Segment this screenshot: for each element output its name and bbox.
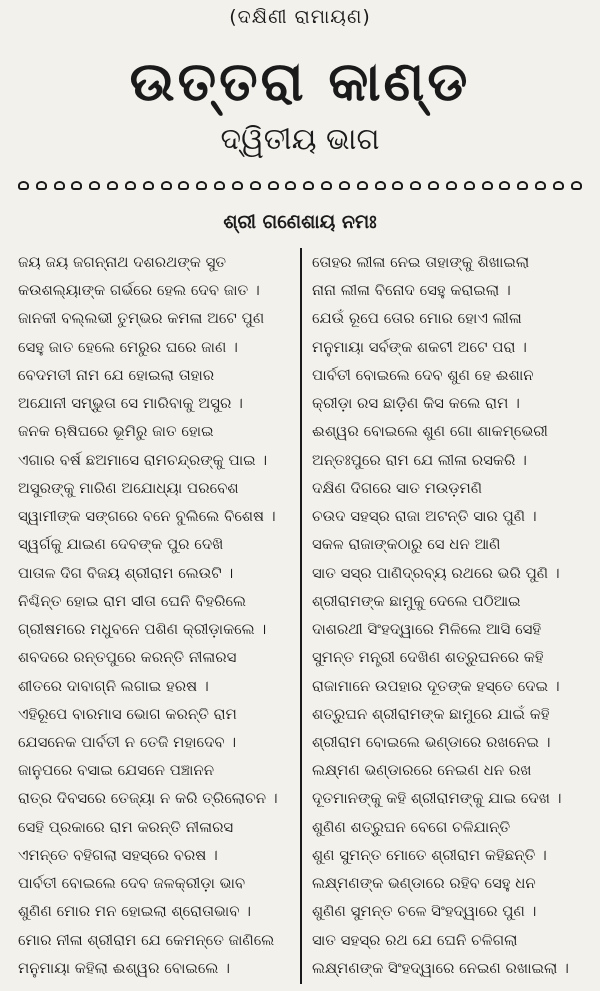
verse-line: କ୍ରୀଡ଼ା ରସ ଛାଡ଼ିଣ କିସ କଲେ ରାମ । [312, 394, 520, 413]
verse-line: ଦାଶରଥୀ ସିଂହଦ୍ୱାରେ ମିଳିଲେ ଆସି ସେହି [312, 620, 542, 639]
verse-line: ଶୀତରେ ଦାବାଗ୍ନି ଲଗାଇ ହରଷ । [18, 676, 209, 695]
verse-line: ମୋର ନୀଳା ଶ୍ରୀରାମ ଯେ କେମନ୍ତେ ଜାଣିଲେ [18, 930, 275, 949]
verse-line: ଶୁଣିଣ ଶତ୍ରୁଘନ ବେଗେ ଚଳିଯାନ୍ତି [312, 817, 511, 836]
verse-line: ନିଶ୍ଚିନ୍ତ ହୋଇ ରାମ ସୀତା ଘେନି ବିହରିଲେ [18, 591, 247, 610]
verse-line: ସେହି ପ୍ରକାରେ ରାମ କରନ୍ତି ନୀଳାରସ [18, 817, 234, 836]
verse-line: ସକଳ ରାଜାଙ୍କଠାରୁ ସେ ଧନ ଆଣି [312, 535, 501, 554]
verse-line: ଶ୍ରୀରାମଙ୍କ ଛାମୁକୁ ଦେଲେ ପଠିଆଇ [312, 591, 521, 610]
divider-ornament [178, 181, 189, 190]
verse-line: ଏଗାର ବର୍ଷ ଛଅମାସେ ରାମଚନ୍ଦ୍ରଙ୍କୁ ପାଇ । [18, 450, 268, 469]
verse-line: ରାଜାମାନେ ଉପହାର ଦୂତଙ୍କ ହସ୍ତେ ଦେଇ । [312, 676, 560, 695]
verse-line: ଅଯୋନୀ ସମ୍ଭୁତା ସେ ମାରିବାକୁ ଅସୁର । [18, 394, 243, 413]
verse-line: ଅନ୍ତଃପୁରେ ରାମ ଯେ ଲୀଳା ରସକରି । [312, 450, 527, 469]
divider-ornament [499, 181, 510, 190]
divider-ornament [464, 181, 475, 190]
divider-ornament [571, 181, 582, 190]
verse-line: ମନୁମାୟା ସର୍ବଙ୍କ ଶକଟୀ ଅଟେ ପରା । [312, 337, 527, 356]
verse-line: ପାତାଳ ଦିଗ ବିଜୟ ଶ୍ରୀରାମ ଲେଉଟି । [18, 563, 234, 582]
divider-ornament [71, 181, 82, 190]
divider-ornament [268, 181, 279, 190]
divider-ornament [54, 181, 65, 190]
verse-line: ଏମନ୍ତେ ବହିଗଲା ସହସ୍ରେ ବରଷ । [18, 845, 218, 864]
verse-line: ମନୁମାୟା କହିଲା ଈଶ୍ୱର ବୋଇଲେ । [18, 958, 230, 977]
divider-ornament [18, 181, 29, 190]
verse-line: ଜାନୁପରେ ବସାଇ ଯେସନେ ପଞ୍ଚାନନ [18, 761, 215, 780]
verse-line: ଶୁଣ ସୁମନ୍ତ ମୋତେ ଶ୍ରୀରାମ କହିଛନ୍ତି । [312, 845, 547, 864]
verse-line: ଯେଉଁ ରୂପେ ତୋର ମୋର ହୋଏ ଲୀଳା [312, 309, 522, 328]
chapter-title: ଉତ୍ତରା କାଣ୍ଡ [129, 50, 471, 113]
verse-line: ଶୁଣିଣ ମୋର ମନ ହୋଇଲା ଶ୍ରୋତାଭାବ । [18, 902, 251, 921]
verse-line: ଅସୁରଙ୍କୁ ମାରିଣ ଅଯୋଧ୍ୟା ପରବେଶ [18, 478, 239, 497]
verse-line: କଉଶଲ୍ୟାଙ୍କ ଗର୍ଭରେ ହେଲ ଦେବ ଜାତ । [18, 281, 260, 300]
divider-ornament [339, 181, 350, 190]
divider-ornament [553, 181, 564, 190]
divider-ornament [161, 181, 172, 190]
book-subtitle: (ଦକ୍ଷିଣୀ ରାମାୟଣ) [229, 6, 371, 28]
divider-ornament [285, 181, 296, 190]
ornamental-divider [18, 178, 582, 192]
verse-line: ଗ୍ରୀଷମରେ ମଧୁବନେ ପଶିଣ କ୍ରୀଡ଼ାକଲେ । [18, 620, 267, 639]
divider-ornament [517, 181, 528, 190]
verse-line: ବେଦମତୀ ନାମ ଯେ ହୋଇଲା ତାହାର [18, 365, 215, 384]
divider-ornament [482, 181, 493, 190]
verse-line: ସୁମନ୍ତ ମନ୍ତ୍ରୀ ଦେଖିଣ ଶତ୍ରୁଘନରେ କହି [312, 648, 544, 667]
verse-line: ସେହୁ ଜାତ ହେଲେ ମେରୁର ଘରେ ଜାଣ । [18, 337, 238, 356]
divider-ornament [196, 181, 207, 190]
verse-line: ଈଶ୍ୱର ବୋଇଲେ ଶୁଣ ଗୋ ଶାକମ୍ଭେରୀ [312, 422, 548, 441]
verse-line: ନାନା ଲୀଳା ବିନୋଦ ସେହୁ କରାଇଲା । [312, 281, 511, 300]
verse-line: ଶୁଣିଣ ସୁମନ୍ତ ଚଳେ ସିଂହଦ୍ୱାରେ ପୁଣ । [312, 902, 537, 921]
verse-line: ତୋହର ଲୀଳା ନେଇ ତାହାଙ୍କୁ ଶିଖାଇଲା [312, 253, 530, 271]
verse-line: ରାତ୍ର ଦିବସରେ ତେଜ୍ୟା ନ କରି ତ୍ରିଲୋଚନ । [18, 789, 278, 808]
divider-ornament [107, 181, 118, 190]
divider-ornament [303, 181, 314, 190]
verse-line: ସାତ ସସ୍ର ପାଣିଦ୍ରବ୍ୟ ରଥରେ ଭରି ପୁଣି । [312, 563, 560, 582]
divider-ornament [89, 181, 100, 190]
divider-ornament [446, 181, 457, 190]
verse-line: ଲକ୍ଷ୍ମଣଙ୍କ ସିଂହଦ୍ୱାରେ ନେଇଣ ରଖାଇଲା । [312, 958, 569, 977]
verse-line: ଲକ୍ଷ୍ମଣଙ୍କ ଭଣ୍ଡାରେ ରହିବ ସେହୁ ଧନ [312, 874, 536, 893]
verse-line: ପାର୍ବତୀ ବୋଇଲେ ଦେବ ଶୁଣ ହେ ଈଶାନ [312, 365, 534, 384]
verse-line: ଶ୍ରୀରାମ ବୋଇଲେ ଭଣ୍ଡାରେ ରଖନେଇ । [312, 732, 551, 751]
divider-ornament [143, 181, 154, 190]
divider-ornament [214, 181, 225, 190]
divider-ornament [357, 181, 368, 190]
divider-ornament [321, 181, 332, 190]
verse-line: ଦୂତମାନଙ୍କୁ କହି ଶ୍ରୀରାମଙ୍କୁ ଯାଇ ଦେଖ । [312, 789, 562, 808]
divider-ornament [410, 181, 421, 190]
verse-line: ଦକ୍ଷିଣ ଦିଗରେ ସାତ ମଉଡ଼ମଣି [312, 478, 483, 497]
invocation-line: ଶ୍ରୀ ଗଣେଶାୟ ନମଃ [223, 211, 377, 233]
verse-line: ଲକ୍ଷ୍ମଣ ଭଣ୍ଡାରରେ ନେଇଣ ଧନ ରଖ [312, 761, 532, 780]
verse-line: ପାର୍ବତୀ ବୋଇଲେ ଦେବ ଜଳକ୍ରୀଡ଼ା ଭାବ [18, 874, 246, 893]
verse-line: ସ୍ୱର୍ଗକୁ ଯାଇଣ ଦେବଙ୍କ ପୁର ଦେଖି [18, 535, 224, 554]
divider-ornament [36, 181, 47, 190]
verse-line: ସାତ ସହସ୍ର ରଥ ଯେ ଘେନି ଚଳିଗଲା [312, 930, 518, 949]
divider-ornament [232, 181, 243, 190]
divider-ornament [375, 181, 386, 190]
divider-ornament [250, 181, 261, 190]
verse-line: ଚଉଦ ସହସ୍ର ରାଜା ଅଟନ୍ତି ସାର ପୁଣି । [312, 507, 537, 526]
verse-line: ଜନକ ଋଷିଘରେ ଭୂମିରୁ ଜାତ ହୋଇ [18, 422, 214, 441]
divider-ornament [535, 181, 546, 190]
right-verse-column [300, 248, 590, 984]
verse-line: ଯେସନେକ ପାର୍ବତୀ ନ ତେଜି ମହାଦେବ । [18, 732, 237, 751]
verse-line: ଶତ୍ରୁଘନ ଶ୍ରୀରାମଙ୍କ ଛାମୁରେ ଯାଇଁ କହି [312, 704, 550, 723]
verse-line: ଜାନକୀ ବଲ୍ଲଭୀ ତୁମ୍ଭର କମଳା ଅଟେ ପୁଣ [18, 309, 265, 328]
divider-ornament [392, 181, 403, 190]
part-heading: ଦ୍ୱିତୀୟ ଭାଗ [220, 122, 380, 157]
verse-line: ସ୍ୱାମୀଙ୍କ ସଙ୍ଗରେ ବନେ ବୁଲିଲେ ବିଶେଷ । [18, 507, 276, 526]
divider-ornament [428, 181, 439, 190]
verse-columns [10, 248, 590, 984]
left-verse-column [10, 248, 300, 984]
divider-ornament [125, 181, 136, 190]
verse-line: ଏହିରୂପେ ବାରମାସ ଭୋଗ କରନ୍ତି ରାମ [18, 704, 237, 723]
verse-line: ଜୟ ଜୟ ଜଗନ୍ନାଥ ଦଶରଥଙ୍କ ସୁତ [18, 253, 227, 271]
verse-line: ଶବଦରେ ରନ୍ତପୁରେ କରନ୍ତି ନୀଳାରସ [18, 648, 237, 667]
